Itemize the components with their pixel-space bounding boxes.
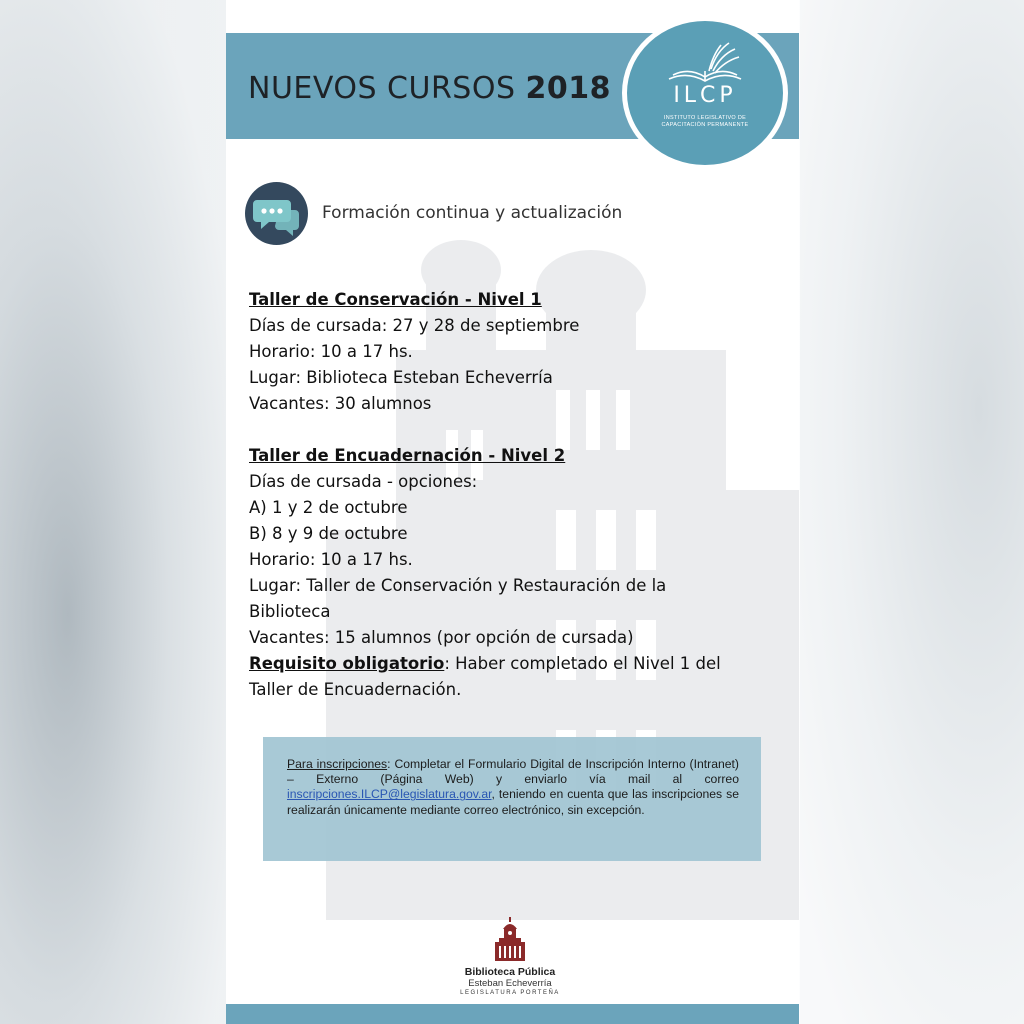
inscription-label: Para inscripciones bbox=[287, 757, 388, 771]
left-blurred-background bbox=[0, 0, 226, 1024]
library-building-icon bbox=[493, 917, 527, 963]
inscription-text: Para inscripciones: Completar el Formulario Digital de Inscripción Interno (Intranet) – Externo (Página Web) y enviarlo vía mail al correo inscripciones.ILCP@legislatura.gov.ar, teniendo en cuenta que las inscripciones se realizarán únicamente mediante correo electrónico, sin excepción. bbox=[287, 757, 739, 817]
library-name-line2: Esteban Echeverría bbox=[468, 978, 552, 989]
ilcp-logo bbox=[622, 16, 788, 170]
footer-bar bbox=[226, 1004, 799, 1024]
requirement: Requisito obligatorio: Haber completado el Nivel 1 del bbox=[249, 654, 721, 673]
right-blurred-background bbox=[800, 0, 1024, 1024]
course2-title: Taller de Encuadernación - Nivel 2 bbox=[249, 446, 566, 465]
course1-line: Días de cursada: 27 y 28 de septiembre bbox=[249, 316, 580, 335]
course1-line: Vacantes: 30 alumnos bbox=[249, 394, 432, 413]
requirement-continued: Taller de Encuadernación. bbox=[249, 680, 462, 699]
page-title: NUEVOS CURSOS 2018 bbox=[248, 71, 612, 106]
tagline-text: Formación continua y actualización bbox=[322, 203, 623, 223]
course2-line: B) 8 y 9 de octubre bbox=[249, 524, 408, 543]
logo-acronym: ILCP bbox=[673, 83, 737, 108]
course-flyer bbox=[226, 0, 799, 1024]
library-name-line3: LEGISLATURA PORTEÑA bbox=[460, 990, 560, 996]
logo-subtitle: INSTITUTO LEGISLATIVO DE CAPACITACIÓN PERMANENTE bbox=[661, 115, 749, 128]
email-link[interactable]: inscripciones.ILCP@legislatura.gov.ar bbox=[287, 787, 492, 802]
course2-line: Vacantes: 15 alumnos (por opción de cursada) bbox=[249, 628, 634, 647]
course2-line: Horario: 10 a 17 hs. bbox=[249, 550, 413, 569]
course1-line: Lugar: Biblioteca Esteban Echeverría bbox=[249, 368, 553, 387]
course2-line: Biblioteca bbox=[249, 602, 331, 621]
course1-line: Horario: 10 a 17 hs. bbox=[249, 342, 413, 361]
library-name-line1: Biblioteca Pública bbox=[464, 966, 556, 978]
inscription-box bbox=[263, 737, 761, 861]
course2-line: Días de cursada - opciones: bbox=[249, 472, 478, 491]
library-logo bbox=[455, 915, 565, 1005]
requirement-label: Requisito obligatorio bbox=[249, 654, 445, 673]
course2-line: Lugar: Taller de Conservación y Restauración de la bbox=[249, 576, 667, 595]
course-content bbox=[249, 287, 769, 703]
course1-title: Taller de Conservación - Nivel 1 bbox=[249, 290, 542, 309]
chat-bubbles-icon bbox=[245, 182, 308, 245]
course2-line: A) 1 y 2 de octubre bbox=[249, 498, 408, 517]
